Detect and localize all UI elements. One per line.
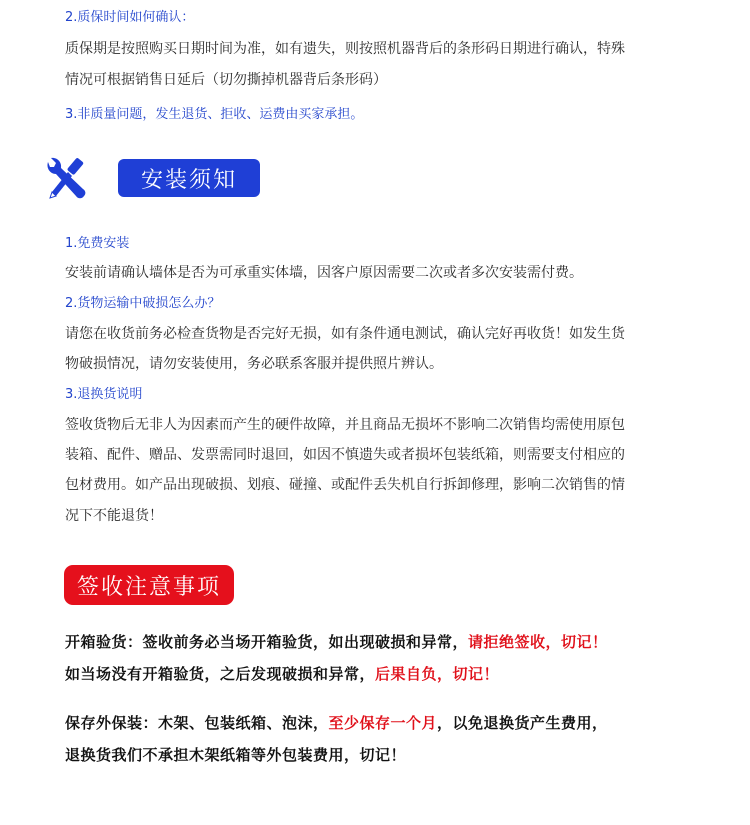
wrench-screwdriver-icon xyxy=(44,156,92,202)
sign-section-title: 签收注意事项 xyxy=(64,565,234,605)
sign-notice-line-1 xyxy=(65,631,608,652)
sign-notice-warning: 后果自负，切记！ xyxy=(375,665,500,683)
sign-notice-line-2 xyxy=(65,663,499,684)
warranty-heading-2: 2.质保时间如何确认： xyxy=(65,10,195,25)
install-heading-2: 2.货物运输中破损怎么办？ xyxy=(65,296,221,311)
sign-notice-warning: 至少保存一个月 xyxy=(328,714,438,732)
install-paragraph-2-line: 物破损情况，请勿安装使用，务必联系客服并提供照片辨认。 xyxy=(65,356,443,372)
warranty-paragraph-line: 情况可根据销售日延后（切勿撕掉机器背后条形码） xyxy=(65,72,387,88)
sign-notice-text: 保存外保装：木架、包装纸箱、泡沫， xyxy=(65,714,329,732)
install-heading-3: 3.退换货说明 xyxy=(65,387,143,402)
sign-notice-text: ，以免退换货产生费用， xyxy=(437,714,608,732)
install-section-title: 安装须知 xyxy=(118,159,260,197)
install-paragraph-1: 安装前请确认墙体是否为可承重实体墙，因客户原因需要二次或者多次安装需付费。 xyxy=(65,265,583,281)
sign-notice-warning: 请拒绝签收，切记！ xyxy=(468,633,608,651)
install-paragraph-3-line: 装箱、配件、赠品、发票需同时退回，如因不慎遗失或者损坏包装纸箱，则需要支付相应的 xyxy=(65,447,625,463)
install-paragraph-3-line: 包材费用。如产品出现破损、划痕、碰撞、或配件丢失机自行拆卸修理，影响二次销售的情 xyxy=(65,477,625,493)
sign-notice-text: 如当场没有开箱验货，之后发现破损和异常， xyxy=(65,665,376,683)
sign-notice-line-3 xyxy=(65,712,608,733)
install-paragraph-3-line: 况下不能退货！ xyxy=(65,508,163,524)
install-paragraph-3-line: 签收货物后无非人为因素而产生的硬件故障，并且商品无损坏不影响二次销售均需使用原包 xyxy=(65,417,625,433)
warranty-paragraph-line: 质保期是按照购买日期时间为准，如有遗失，则按照机器背后的条形码日期进行确认，特殊 xyxy=(65,41,625,57)
sign-notice-line-4: 退换货我们不承担木架纸箱等外包装费用，切记！ xyxy=(65,746,407,764)
warranty-heading-3: 3.非质量问题，发生退货、拒收、运费由买家承担。 xyxy=(65,107,364,122)
install-heading-1: 1.免费安装 xyxy=(65,236,130,251)
install-paragraph-2-line: 请您在收货前务必检查货物是否完好无损，如有条件通电测试，确认完好再收货！如发生货 xyxy=(65,326,625,342)
sign-notice-text: 开箱验货：签收前务必当场开箱验货，如出现破损和异常， xyxy=(65,633,469,651)
